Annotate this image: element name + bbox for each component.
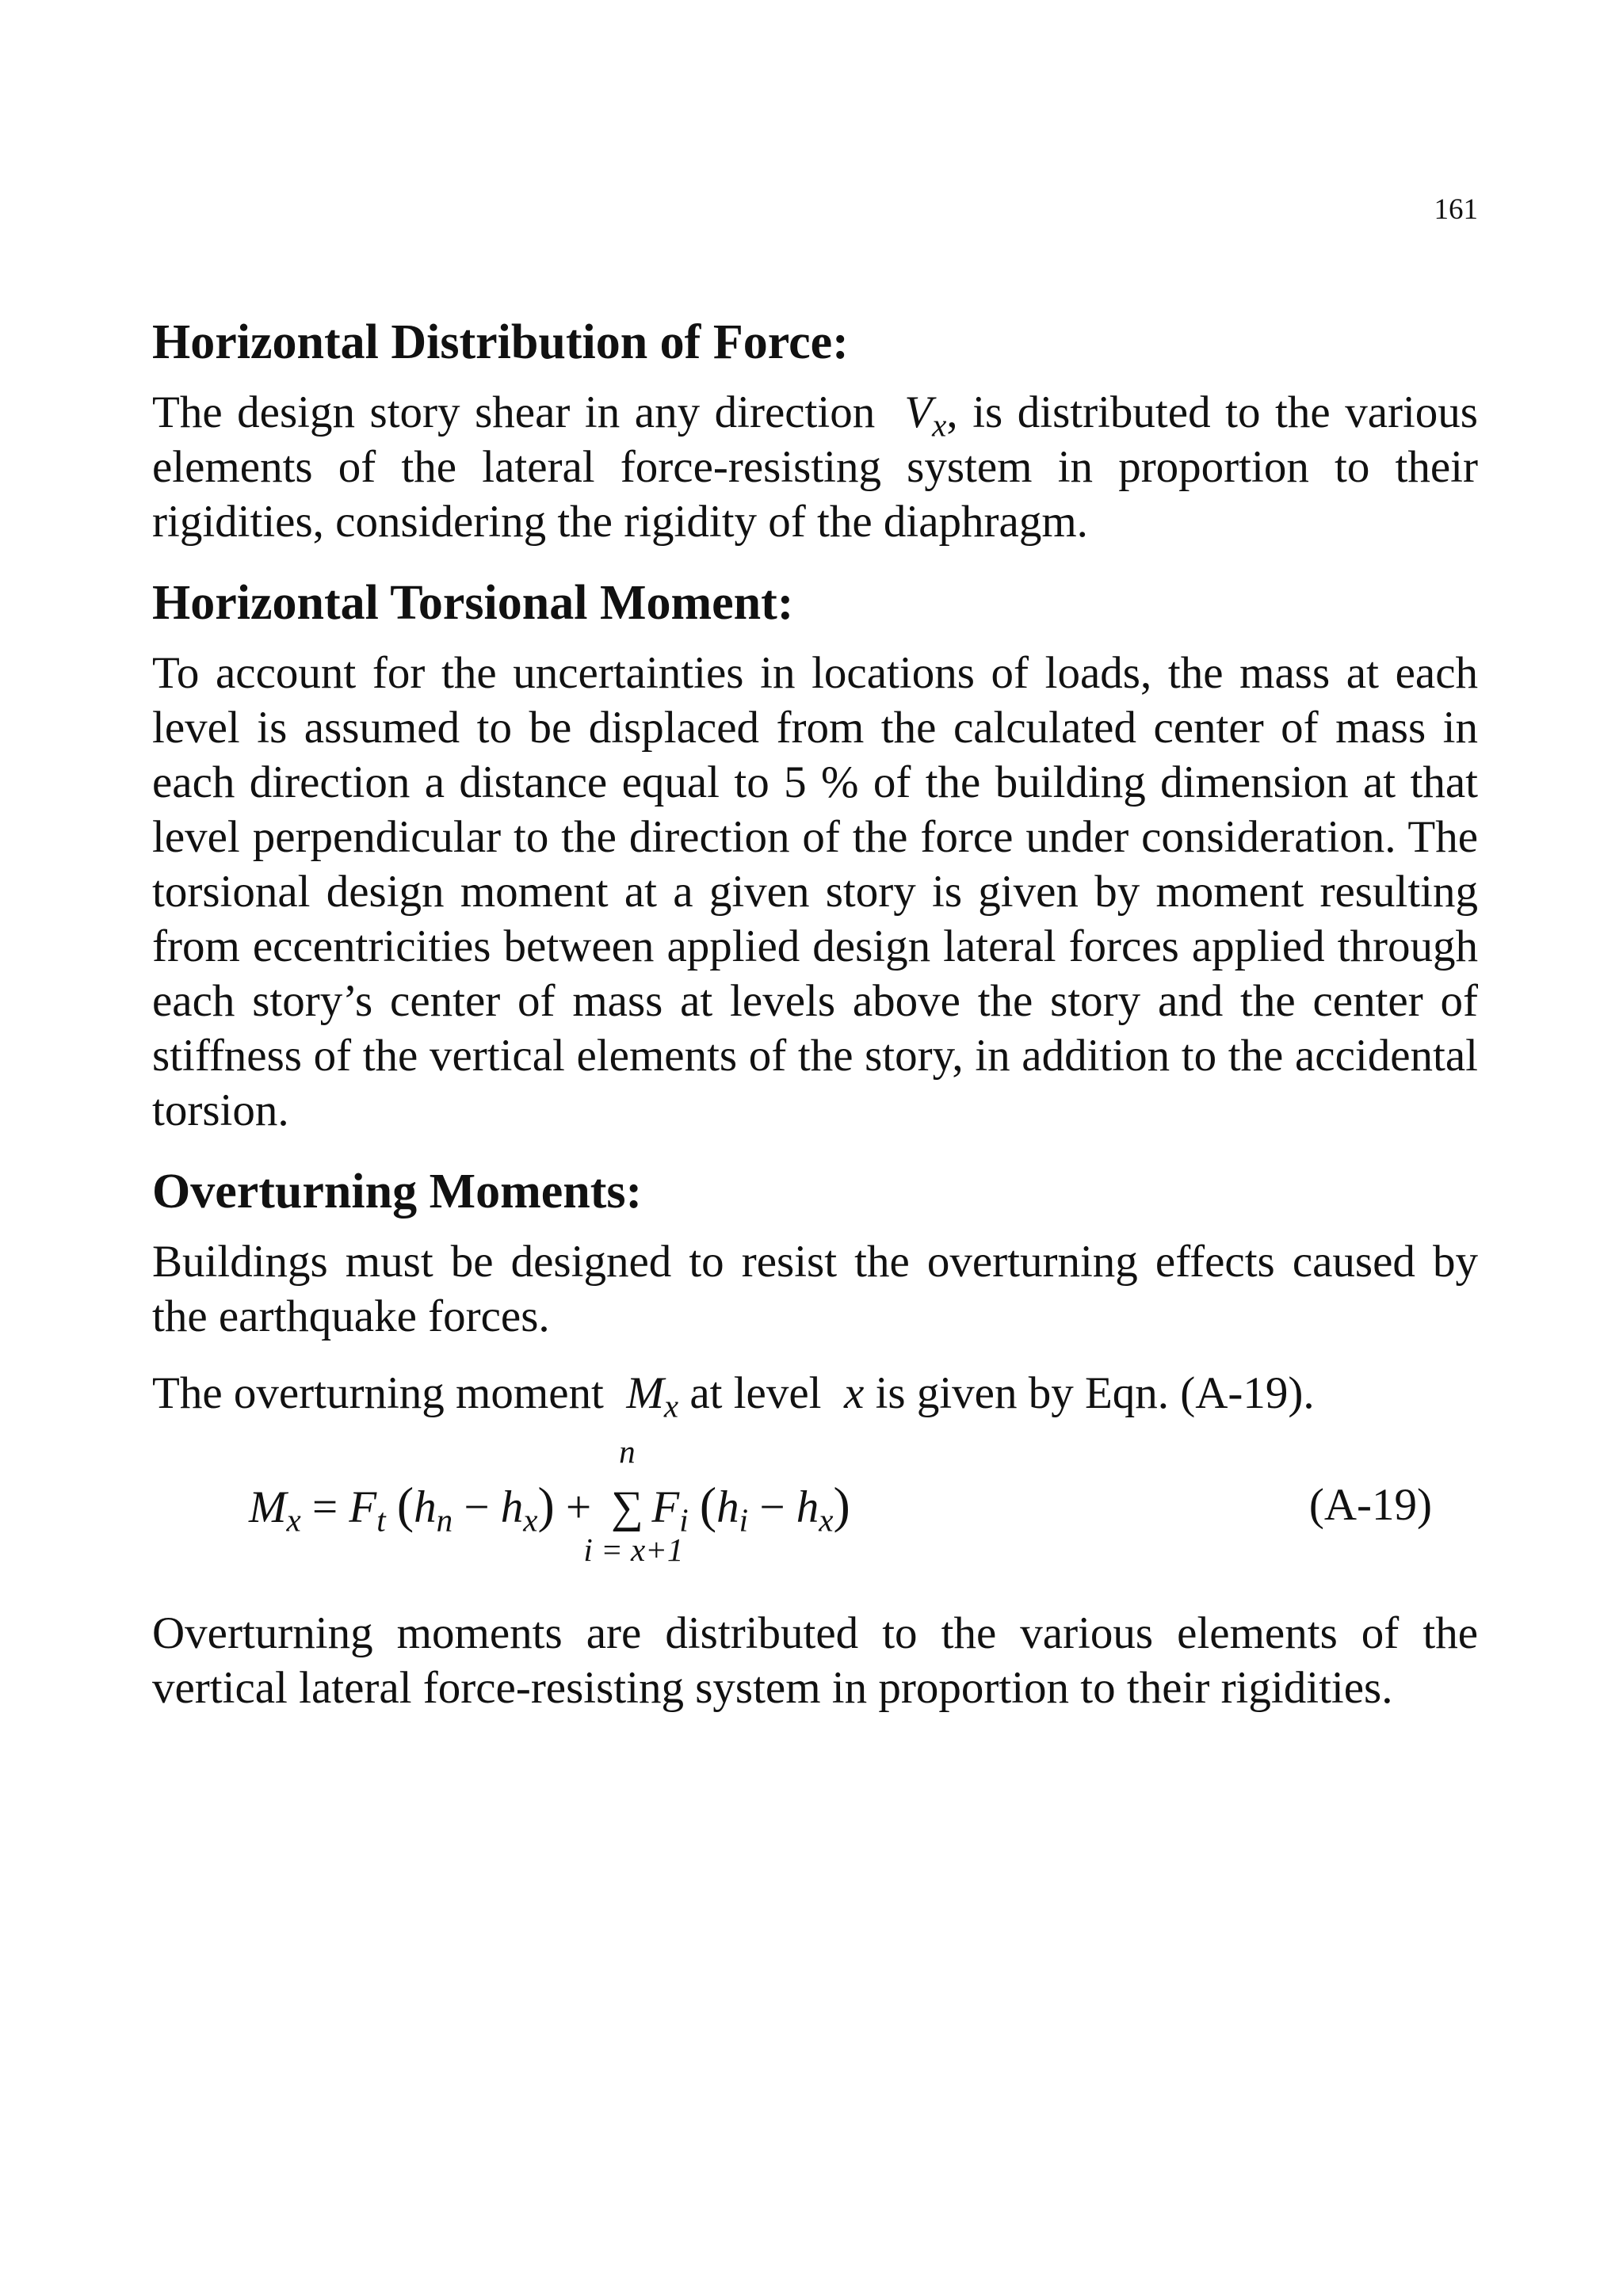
- eq-minus: −: [759, 1482, 785, 1532]
- eq-close-paren: ): [537, 1477, 555, 1533]
- eq-subscript: i: [679, 1501, 689, 1539]
- variable-base: V: [904, 387, 933, 437]
- variable-x: x: [844, 1368, 865, 1418]
- paragraph-horizontal-distribution: [152, 385, 1478, 549]
- eq-fi: [651, 1482, 689, 1539]
- eq-symbol: h: [500, 1482, 524, 1532]
- eq-open-paren: (: [396, 1477, 414, 1533]
- eq-symbol: M: [249, 1482, 287, 1532]
- text-run: , is distributed to the various elements of the lateral force-resisting system in proportion to their rigidities, considering the rigidity of the diaphragm.: [152, 387, 1478, 547]
- eq-close-paren: ): [833, 1477, 850, 1533]
- equation-body: [249, 1433, 850, 1568]
- text-run: at level: [689, 1368, 822, 1418]
- section-heading-horizontal-torsional-moment: Horizontal Torsional Moment:: [152, 576, 794, 630]
- equation-label: (A-19): [1308, 1480, 1432, 1530]
- eq-symbol: F: [349, 1482, 377, 1532]
- eq-ft: [349, 1482, 386, 1539]
- section-heading-overturning-moments: Overturning Moments:: [152, 1165, 643, 1219]
- eq-equals: =: [311, 1482, 338, 1532]
- variable-base: M: [626, 1368, 664, 1418]
- equation-a19: [152, 1433, 1478, 1577]
- variable-mx: [626, 1368, 679, 1425]
- eq-subscript: x: [819, 1501, 834, 1539]
- variable-vx: [904, 387, 947, 444]
- eq-hi: [716, 1482, 749, 1539]
- eq-symbol: h: [414, 1482, 437, 1532]
- eq-plus: +: [566, 1482, 592, 1532]
- text-run: The overturning moment: [152, 1368, 604, 1418]
- sum-lower-limit: i = x+1: [583, 1531, 684, 1568]
- eq-open-paren: (: [699, 1477, 717, 1533]
- sum-symbol: ∑: [611, 1482, 643, 1532]
- eq-symbol: F: [651, 1482, 680, 1532]
- eq-hx: [500, 1482, 538, 1539]
- eq-minus: −: [464, 1482, 490, 1532]
- sum-upper-limit: n: [619, 1433, 636, 1470]
- text-run: is given by Eqn. (A-19).: [875, 1368, 1315, 1418]
- summation: [583, 1433, 684, 1568]
- eq-subscript: x: [523, 1501, 538, 1539]
- paragraph-overturning-moment-definition: [152, 1366, 1478, 1425]
- text-run: The design story shear in any direction: [152, 387, 876, 437]
- paragraph-overturning-distribution: Overturning moments are distributed to the various elements of the vertical lateral force-resisting system in proportion to their rigidities.: [152, 1608, 1478, 1713]
- eq-symbol: h: [796, 1482, 819, 1532]
- variable-subscript: x: [663, 1387, 679, 1425]
- page-content: [152, 311, 1478, 1737]
- paragraph-horizontal-torsional-moment: To account for the uncertainties in locations of loads, the mass at each level is assumed to be displaced from the calculated center of mass in each direction a distance equal to 5 % of the building dimension at that level perpendicular to the direction of the force under consideration. The torsional design moment at a given story is given by moment resulting from eccentricities between applied design lateral forces applied through each story’s center of mass at levels above the story and the center of stiffness of the vertical elements of the story, in addition to the accidental torsion.: [152, 648, 1478, 1135]
- eq-hn: [414, 1482, 453, 1539]
- section-heading-horizontal-distribution: Horizontal Distribution of Force:: [152, 315, 849, 369]
- eq-subscript: x: [286, 1501, 301, 1539]
- eq-symbol: h: [716, 1482, 739, 1532]
- variable-subscript: x: [932, 406, 947, 444]
- eq-subscript: t: [376, 1501, 386, 1539]
- eq-subscript: i: [739, 1501, 749, 1539]
- paragraph-overturning-intro: Buildings must be designed to resist the overturning effects caused by the earthquake forces.: [152, 1237, 1478, 1341]
- eq-hx: [796, 1482, 834, 1539]
- eq-lhs: [249, 1482, 301, 1539]
- eq-subscript: n: [436, 1501, 453, 1539]
- page-number: 161: [1434, 193, 1478, 226]
